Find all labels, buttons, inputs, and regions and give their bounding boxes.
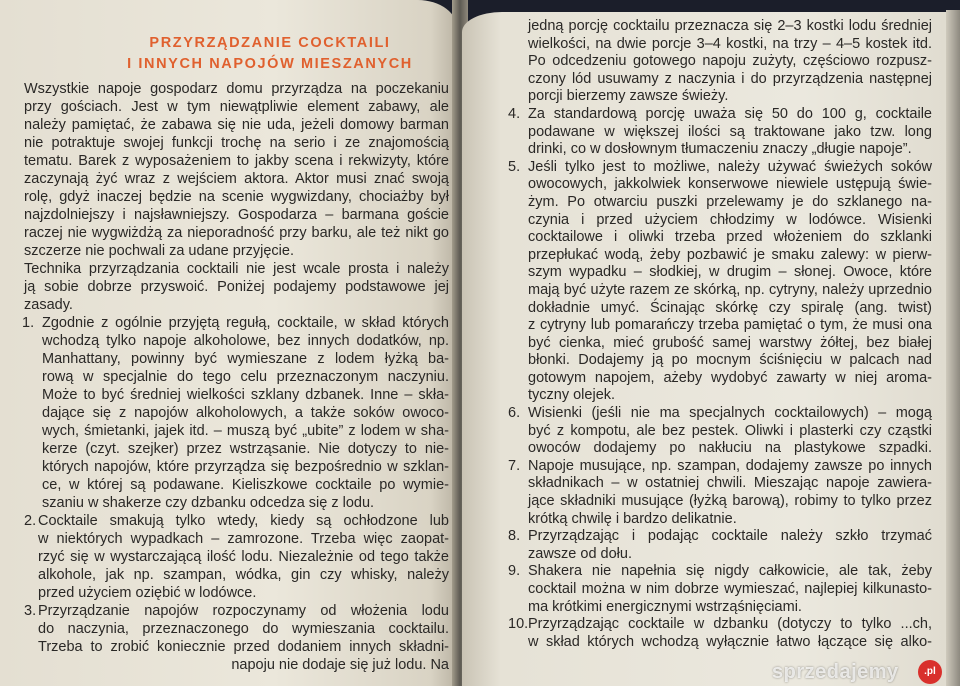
- line-text: zaczynają żyć wraz z wejściem aktora. Aktor musi znać swoją: [24, 171, 449, 187]
- line-text: przed użyciem oziębić w lodówce.: [38, 585, 257, 601]
- text-line: [38, 548, 449, 566]
- text-line: [38, 584, 449, 602]
- text-line: [38, 638, 449, 656]
- line-text: dające się z napojów alkoholowych, a także soków owoco-: [42, 405, 449, 421]
- text-line: [528, 599, 932, 617]
- line-text: jedną porcję cocktailu przeznacza się 2–3 kostki lodu średniej: [528, 18, 932, 34]
- text-line: [42, 368, 449, 386]
- line-text: jące składniki musujące (łyżką barową), robimy to tylko przez: [528, 493, 932, 510]
- line-text: składnikach – w ostatniej chwili. Mieszając napoje zawiera-: [528, 475, 932, 492]
- list-item-line: [508, 528, 932, 546]
- text-line: [42, 350, 449, 368]
- chapter-title-line-1: PRZYRZĄDZANIE COCKTAILI: [149, 35, 391, 51]
- line-text: Manhattany, powinny być wymieszane z lodem łyżką ba-: [42, 351, 449, 367]
- line-text: zawsze od dołu.: [528, 545, 632, 562]
- text-line: [528, 634, 932, 652]
- left-page-body: [24, 80, 449, 674]
- text-line: [38, 566, 449, 584]
- line-text: Shakera nie napełnia się nigdy całkowicie, ale tak, żeby: [528, 563, 932, 580]
- list-number: 9.: [508, 563, 521, 580]
- text-line: [24, 242, 449, 260]
- line-text: w niektórych wypadkach – zamrozone. Trzeba więc zaopat-: [38, 531, 449, 547]
- text-line: [528, 300, 932, 318]
- line-text: tematu. Barek z wyposażeniem to jakby scena i rekwizyty, które: [24, 153, 449, 169]
- line-text: Wszystkie napoje gospodarz domu przyrządza na poczekaniu: [24, 81, 449, 97]
- line-text: szym wypadku – słodkiej, w drugim – słonej. Owoce, które: [528, 264, 932, 281]
- text-line: [42, 476, 449, 494]
- line-text: Technika przyrządzania cocktaili nie jest wcale prosta i należy: [24, 261, 449, 277]
- text-line: [38, 656, 449, 674]
- text-line: [528, 88, 932, 106]
- text-line: [528, 352, 932, 370]
- right-book-page: [462, 12, 948, 686]
- line-text: mają być użyte razem ze skórką, np. cytryny, należy uprzednio: [528, 281, 932, 298]
- list-item-line: [508, 616, 932, 634]
- list-number: 8.: [508, 528, 521, 545]
- text-line: [528, 141, 932, 159]
- list-item-line: [508, 105, 932, 124]
- text-line: [528, 493, 932, 511]
- line-text: podawane w większej ilości są traktowane jako tzw. long: [528, 123, 932, 140]
- right-page-body: [508, 18, 932, 651]
- text-line: [24, 188, 449, 206]
- text-line: [528, 335, 932, 353]
- text-line: [528, 124, 932, 142]
- line-text: Wisienki (jeśli nie ma specjalnych cocktailowych) – mogą: [528, 405, 932, 422]
- line-text: wych, śmietanki, jajek itd. – muszą być „ubite” z lodem w sha-: [42, 423, 449, 439]
- line-text: Przyrządzanie napojów rozpoczynamy od włożenia lodu: [38, 603, 449, 619]
- text-line: [42, 440, 449, 458]
- text-line: [528, 36, 932, 54]
- line-text: Trzeba to zrobić koniecznie przed dodaniem innych składni-: [38, 639, 449, 655]
- line-text: alkohole, jak np. szampan, wódka, gin czy whisky, należy: [38, 567, 449, 583]
- list-number: 10.: [508, 616, 529, 633]
- line-text: napoju nie dodaje się już lodu. Na: [231, 657, 449, 673]
- text-line: [528, 440, 932, 458]
- line-text: których napojów, które przyrządza się bezpośrednio w szklan-: [42, 459, 449, 475]
- line-text: zasady.: [24, 297, 73, 313]
- text-line: [528, 176, 932, 194]
- line-text: porcji bierzemy zawsze świeży.: [528, 88, 729, 105]
- list-item-line: [508, 563, 932, 581]
- text-line: [24, 134, 449, 152]
- chapter-title-line-2: I INNYCH NAPOJÓW MIESZANYCH: [127, 56, 413, 72]
- line-text: cocktailowe i oliwki trzeba przed włożeniem do szklanki: [528, 229, 932, 246]
- text-line: [528, 475, 932, 493]
- line-text: ce, w której są podawane. Kieliszkowe cocktaile po wymie-: [42, 477, 449, 493]
- line-text: nie potraktuje swojej funkcji trochę na serio i ze znajomością: [24, 135, 449, 151]
- text-line: [528, 546, 932, 564]
- line-text: Po odcedzeniu gotowego napoju zużyty, częściowo rozpusz-: [528, 53, 932, 70]
- line-text: przepłukać wodą, żeby pozbawić je smaku zalewy: w pierw-: [528, 246, 932, 263]
- line-text: w skład których wchodzą wyłącznie łatwo łączące się alko-: [528, 633, 932, 650]
- list-number: 1.: [22, 315, 35, 331]
- text-line: [24, 152, 449, 170]
- text-line: [42, 386, 449, 404]
- text-line: [38, 530, 449, 548]
- list-item-line: [508, 457, 932, 476]
- list-number: 6.: [508, 405, 521, 422]
- text-line: [528, 194, 932, 212]
- line-text: owoców dodajemy po nakłuciu na plastykowe szpadki.: [528, 440, 932, 457]
- text-line: [42, 494, 449, 512]
- line-text: ma krótkimi energicznymi wstrząśnięciami.: [528, 598, 802, 615]
- line-text: raczej nie wygwiżdżą za nieporadność przy barku, ale też nikt go: [24, 225, 449, 241]
- text-line: [24, 296, 449, 314]
- text-line: [528, 212, 932, 230]
- text-line: [24, 170, 449, 188]
- list-number: 3.: [24, 603, 37, 619]
- line-text: szczerze nie pochwali za udane przyjęcie.: [24, 243, 294, 259]
- text-line: [24, 116, 449, 134]
- line-text: przy gościach. Jest w tym niewątpliwie element zabawy, ale: [24, 99, 449, 115]
- line-text: błonki. Dodajemy ją po mocnym ściśnięciu w palcach nad: [528, 352, 932, 369]
- line-text: drinki, co w dosłownym tłumaczeniu znaczy „długie napoje”.: [528, 141, 912, 158]
- line-text: czynia i przed użyciem chłodzimy w lodówce. Wisienki: [528, 211, 932, 228]
- line-text: najzdolniejszy i najsławniejszy. Gospodarza – barmana goście: [24, 207, 449, 223]
- text-line: [24, 206, 449, 224]
- list-number: 5.: [508, 158, 521, 175]
- text-line: [24, 98, 449, 116]
- line-text: gotowym napojem, ażeby wydobyć zawarty w niej aroma-: [528, 369, 932, 386]
- text-line: [528, 282, 932, 300]
- page-edges: [946, 10, 960, 686]
- line-text: rolę, gdyż inaczej będzie na scenie wygwizdany, chociażby był: [24, 189, 449, 205]
- list-item-line: [508, 405, 932, 423]
- text-line: [528, 53, 932, 71]
- left-book-page: [0, 0, 458, 686]
- line-text: żym. Po otwarciu puszki przelewamy je do szklanego na-: [528, 193, 932, 210]
- line-text: tyczny olejek.: [528, 387, 616, 404]
- list-item-line: [24, 602, 449, 620]
- text-line: [24, 80, 449, 98]
- text-line: [528, 581, 932, 599]
- line-text: należy pamiętać, że zabawa się nie uda, jeżeli domowy barman: [24, 117, 449, 133]
- watermark-badge: .pl: [918, 660, 942, 684]
- text-line: [528, 264, 932, 282]
- text-line: [24, 224, 449, 242]
- line-text: rzyć się w wystarczającą ilość lodu. Niezależnie od tego także: [38, 549, 449, 565]
- line-text: krótką chwilę i bardzo delikatnie.: [528, 510, 737, 527]
- text-line: [42, 404, 449, 422]
- line-text: Może to być średniej wielkości szklany dzbanek. Inne – skła-: [42, 387, 449, 403]
- text-line: [528, 229, 932, 247]
- list-number: 4.: [508, 105, 521, 122]
- line-text: wielkości, na dwie porcje 3–4 kostki, na trzy – 4–5 kostek itd.: [528, 35, 932, 52]
- text-line: [42, 332, 449, 350]
- line-text: wchodzą tylko napoje alkoholowe, bez innych dodatków, np.: [42, 333, 449, 349]
- watermark-text: sprzedajemy: [772, 661, 899, 683]
- text-line: [42, 422, 449, 440]
- line-text: Jeśli tylko jest to możliwe, należy używać świeżych soków: [528, 158, 932, 175]
- list-item-line: [508, 158, 932, 177]
- line-text: czony lód usuwamy z naczynia i do przyrządzenia następnej: [528, 70, 932, 87]
- text-line: [528, 511, 932, 529]
- line-text: rową w specjalnie do tego celu przeznaczonym naczyniu.: [42, 369, 449, 385]
- line-text: cocktail można w nim dobrze wymieszać, najlepiej kilkunasto-: [528, 581, 932, 597]
- text-line: [528, 387, 932, 405]
- line-text: Cocktaile smakują tylko wtedy, kiedy są ochłodzone lub: [38, 513, 449, 529]
- line-text: owocowych, jakkolwiek konserwowe niewiele ustępują świe-: [528, 176, 932, 193]
- line-text: Przyrządzając cocktaile w dzbanku (dotyczy to tylko ...ch,: [528, 616, 932, 633]
- text-line: [528, 71, 932, 89]
- text-line: [24, 278, 449, 296]
- list-item-line: [22, 314, 449, 332]
- line-text: Za standardową porcję uważa się 50 do 100 g, cocktaile: [528, 105, 932, 122]
- line-text: być z kompotu, ale bez pestek. Oliwki i plasterki czy cząstki: [528, 422, 932, 439]
- line-text: dokładnie umyć. Ścinając skórkę czy spiralę (ang. twist): [528, 299, 932, 316]
- line-text: Przyrządzając i podając cocktaile należy szkło trzymać: [528, 528, 932, 545]
- line-text: ją sobie dobrze przyswoić. Poniżej podajemy podstawowe jej: [24, 279, 449, 295]
- text-line: [42, 458, 449, 476]
- line-text: kerze (czyt. szejker) przez wstrząsanie. Nie dotyczy to nie-: [42, 441, 449, 457]
- text-line: [528, 18, 932, 36]
- list-number: 2.: [24, 513, 37, 529]
- line-text: Zgodnie z ogólnie przyjętą regułą, cocktaile, w skład których: [42, 315, 449, 331]
- line-text: z cytryny lub pomarańczy trzeba pamiętać o tym, że musi ona: [528, 317, 932, 334]
- text-line: [528, 247, 932, 265]
- line-text: do naczynia, przeznaczonego do wymieszania cocktailu.: [38, 621, 449, 637]
- text-line: [24, 260, 449, 278]
- line-text: szaniu w shakerze czy dzbanku odcedza się z lodu.: [42, 495, 375, 511]
- list-number: 7.: [508, 457, 521, 474]
- list-item-line: [24, 512, 449, 530]
- line-text: Napoje musujące, np. szampan, dodajemy zawsze po innych: [528, 457, 932, 474]
- line-text: być cienka, mieć grubość samej warstwy żółtej, bez białej: [528, 334, 932, 351]
- text-line: [528, 317, 932, 335]
- text-line: [528, 370, 932, 388]
- text-line: [38, 620, 449, 638]
- text-line: [528, 423, 932, 441]
